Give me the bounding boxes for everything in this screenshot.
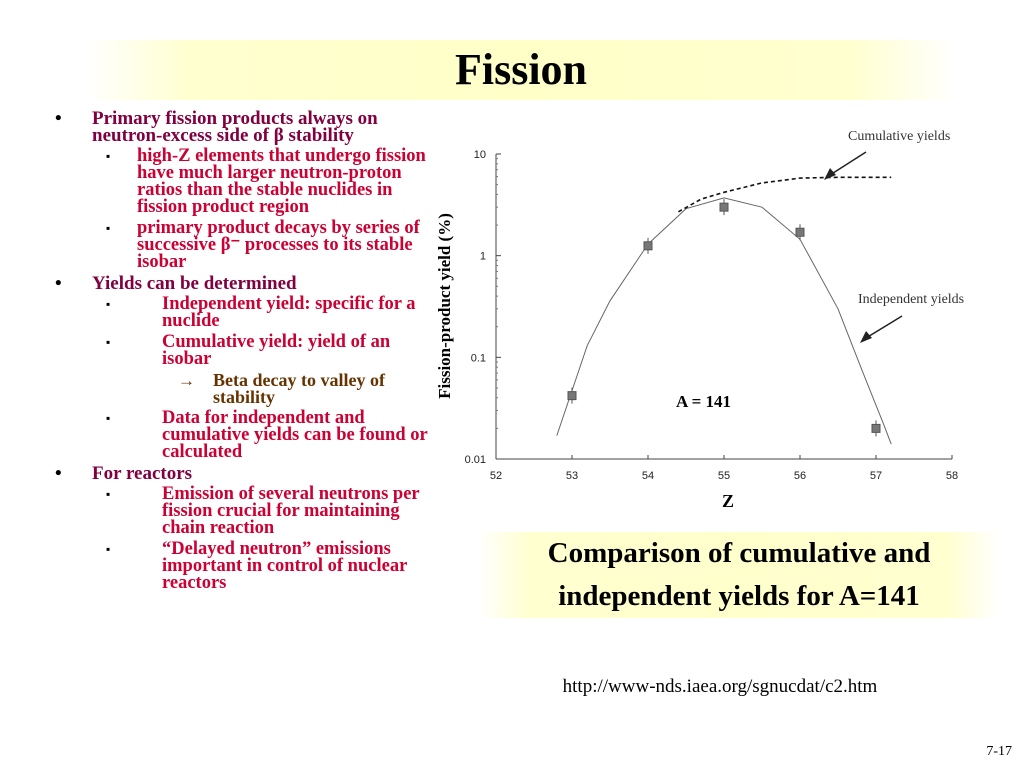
y-tick-label: 1: [479, 250, 486, 263]
source-url[interactable]: http://www-nds.iaea.org/sgnucdat/c2.htm: [562, 676, 878, 697]
y-axis-label: Fission-product yield (%): [435, 213, 454, 399]
bullet-marker: ▪: [106, 149, 111, 163]
bullet-level2: [55, 296, 430, 330]
legend-independent-label: Independent yields: [858, 292, 965, 307]
data-point: [644, 242, 652, 250]
bullet-level2: [55, 410, 430, 461]
bullet-marker: ▪: [106, 335, 111, 349]
x-axis-label: Z: [721, 491, 735, 511]
x-tick-label: 53: [565, 470, 579, 482]
bullet-level1: [55, 275, 430, 292]
x-tick-label: 54: [641, 470, 655, 482]
x-tick-label: 56: [793, 470, 807, 482]
caption-box: [478, 532, 1000, 618]
bullet-list: [55, 110, 430, 596]
bullet-text: Primary fission products always on neutron-excess side of β stability: [92, 108, 378, 146]
bullet-text: Emission of several neutrons per fission crucial for maintaining chain reaction: [162, 484, 420, 538]
bullet-text: For reactors: [92, 463, 193, 484]
chart-layer: [465, 149, 959, 482]
title-band: [86, 40, 956, 100]
data-point: [720, 203, 728, 211]
x-tick-label: 57: [869, 470, 883, 482]
bullet-text: Data for independent and cumulative yields can be found or calculated: [162, 408, 428, 462]
bullet-level2: [55, 148, 430, 216]
bullet-level2: [55, 334, 430, 368]
data-point: [568, 392, 576, 400]
legend-independent-arrowhead: [860, 331, 872, 343]
data-point: [796, 228, 804, 236]
y-tick-label: 10: [473, 149, 486, 161]
bullet-text: primary product decays by series of successive β⁻ processes to its stable isobar: [137, 218, 420, 272]
x-tick-label: 55: [717, 470, 731, 482]
bullet-marker: •: [55, 273, 62, 294]
bullet-level1: [55, 465, 430, 482]
bullet-text: Independent yield: specific for a nuclide: [162, 294, 416, 331]
bullet-marker: ▪: [106, 411, 111, 425]
bullet-level2: [55, 220, 430, 271]
figure-caption: Comparison of cumulative and independent yields for A=141: [547, 537, 931, 612]
bullet-level1: [55, 110, 430, 144]
bullet-text: Yields can be determined: [92, 273, 297, 294]
bullet-marker: ▪: [106, 542, 111, 556]
bullet-level2: [55, 486, 430, 537]
bullet-text: Cumulative yield: yield of an isobar: [162, 332, 391, 369]
x-tick-label: 58: [945, 470, 959, 482]
bullet-text: Beta decay to valley of stability: [213, 370, 385, 407]
bullet-text: “Delayed neutron” emissions important in control of nuclear reactors: [162, 539, 407, 593]
bullet-text: high-Z elements that undergo fission have much larger neutron-proton ratios than the stable nuclides in fission product region: [137, 146, 426, 217]
bullet-marker: →: [178, 371, 195, 390]
bullet-level3: [55, 372, 430, 406]
bullet-marker: ▪: [106, 297, 111, 311]
slide-title: Fission: [454, 45, 588, 94]
cumulative-yield-curve: [678, 177, 891, 212]
bullet-marker: ▪: [106, 487, 111, 501]
data-point: [872, 424, 880, 432]
bullet-marker: •: [55, 463, 62, 484]
y-tick-label: 0.1: [470, 352, 486, 365]
legend-cumulative-label: Cumulative yields: [848, 129, 951, 144]
bullet-level2: [55, 541, 430, 592]
fission-yield-chart: [420, 120, 990, 515]
y-tick-label: 0.01: [464, 454, 486, 466]
chart-annotation: A = 141: [676, 392, 732, 411]
legend-cumulative-arrow: [830, 152, 866, 175]
bullet-marker: ▪: [106, 221, 111, 235]
bullet-marker: •: [55, 108, 62, 129]
x-tick-label: 52: [489, 470, 503, 482]
legend-independent-arrow: [866, 316, 902, 338]
slide-number: 7-17: [986, 744, 1012, 759]
